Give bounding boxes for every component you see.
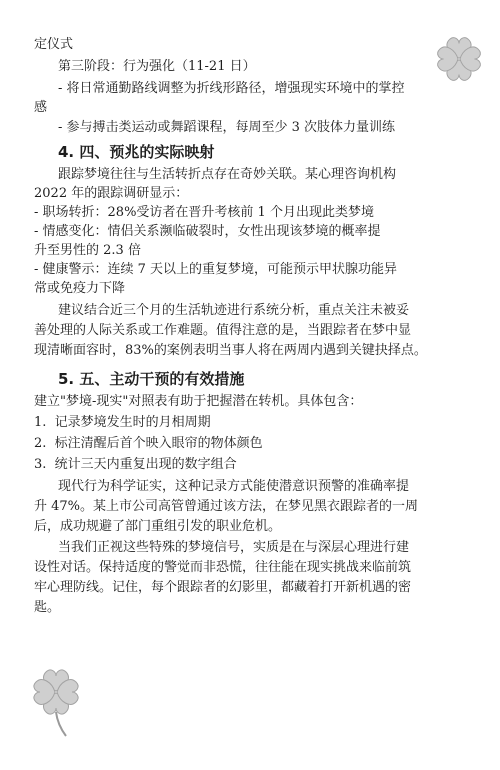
- section-title: 五、主动干预的有效措施: [79, 370, 245, 388]
- numbered-item: [34, 435, 263, 453]
- paragraph-line: 升 47%。某上市公司高管曾通过该方法，在梦见黑衣跟踪者的一周: [34, 499, 419, 514]
- item-number: 3.: [34, 457, 47, 472]
- section-title: 四、预兆的实际映射: [79, 143, 215, 161]
- paragraph-line: 匙。: [34, 600, 61, 615]
- list-item: - 健康警示：连续 7 天以上的重复梦境，可能预示甲状腺功能异: [34, 262, 398, 277]
- item-text: 标注清醒后首个映入眼帘的物体颜色: [54, 436, 263, 451]
- paragraph-line: 后，成功规避了部门重组引发的职业危机。: [34, 519, 282, 534]
- paragraph-line: 设性对话。保持适度的警觉而非恐慌，往往能在现实挑战来临前筑: [34, 560, 412, 575]
- section-number: 4.: [58, 143, 75, 161]
- paragraph-line: 现代行为科学证实，这种记录方式能使潜意识预警的准确率提: [58, 479, 410, 494]
- paragraph-line: 善处理的人际关系或工作难题。值得注意的是，当跟踪者在梦中显: [34, 323, 412, 338]
- paragraph-line: 牢心理防线。记住，每个跟踪者的幻影里，都藏着打开新机遇的密: [34, 580, 412, 595]
- list-item: - 将日常通勤路线调整为折线形路径，增强现实环境中的掌控: [58, 81, 405, 96]
- paragraph-line: 建立"梦境-现实"对照表有助于把握潜在转机。具体包含：: [34, 394, 363, 409]
- stage-heading: 第三阶段：行为强化（11-21 日）: [58, 59, 256, 74]
- four-leaf-clover-icon: [430, 30, 488, 88]
- paragraph-line: 跟踪梦境往往与生活转折点存在奇妙关联。某心理咨询机构: [58, 167, 397, 182]
- list-item: - 情感变化：情侣关系濒临破裂时，女性出现该梦境的概率提: [34, 224, 381, 239]
- item-number: 1.: [34, 415, 47, 430]
- list-item: - 职场转折：28%受访者在晋升考核前 1 个月出现此类梦境: [34, 205, 374, 220]
- paragraph-line: 现清晰面容时，83%的案例表明当事人将在两周内遇到关键抉择点。: [34, 343, 427, 358]
- four-leaf-clover-icon: [26, 662, 86, 738]
- numbered-item: [34, 414, 211, 432]
- paragraph-line: 建议结合近三个月的生活轨迹进行系统分析，重点关注未被妥: [58, 303, 410, 318]
- list-item-wrap: 感: [34, 100, 48, 115]
- section-heading: [58, 141, 214, 163]
- paragraph-line: 当我们正视这些特殊的梦境信号，实质是在与深层心理进行建: [58, 540, 410, 555]
- item-text: 记录梦境发生时的月相周期: [54, 415, 211, 430]
- paragraph-line: 2022 年的跟踪调研显示：: [34, 186, 189, 201]
- section-heading: [58, 368, 244, 390]
- list-item: - 参与搏击类运动或舞蹈课程，每周至少 3 次肢体力量训练: [58, 120, 396, 135]
- item-number: 2.: [34, 436, 47, 451]
- continuation-text: 定仪式: [34, 37, 74, 52]
- list-item-wrap: 常或免疫力下降: [34, 281, 126, 296]
- item-text: 统计三天内重复出现的数字组合: [54, 457, 237, 472]
- list-item-wrap: 升至男性的 2.3 倍: [34, 243, 141, 258]
- section-number: 5.: [58, 370, 75, 388]
- numbered-item: [34, 456, 237, 474]
